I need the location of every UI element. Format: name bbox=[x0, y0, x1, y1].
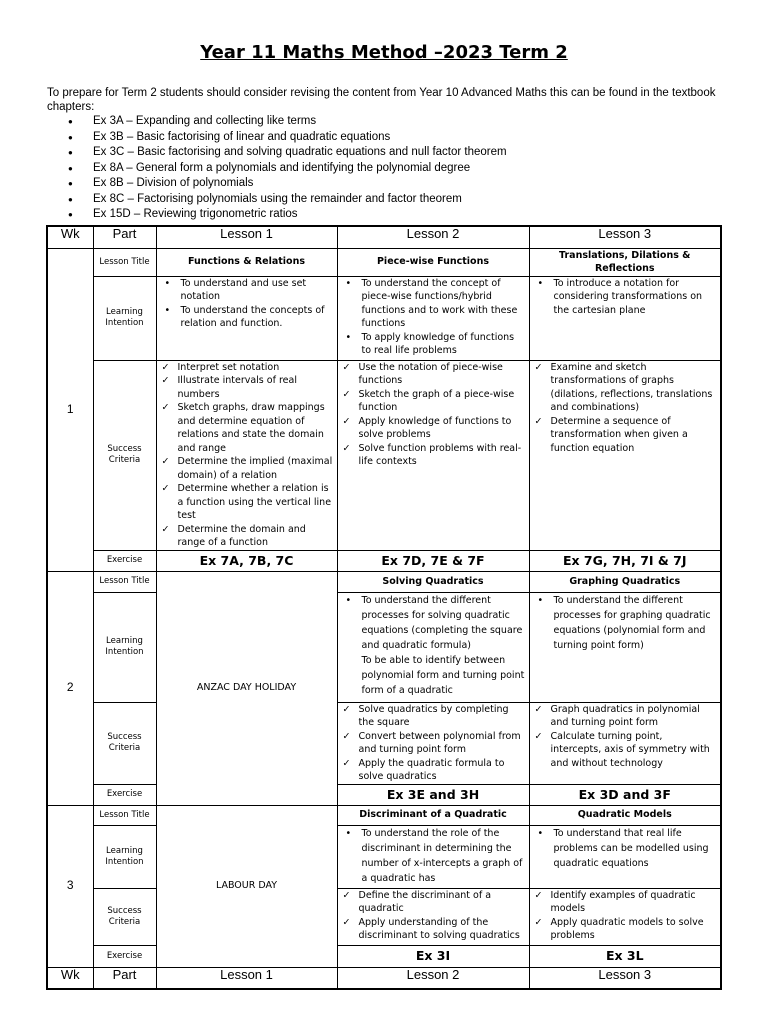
lesson-title: Solving Quadratics bbox=[337, 571, 529, 592]
header-lesson-1: Lesson 1 bbox=[156, 226, 337, 248]
list-item: • To understand the different processes for solving quadratic equations (completing the square and quadratic formula) bbox=[342, 593, 525, 653]
table-row bbox=[47, 360, 721, 550]
part-learning-intention: Learning Intention bbox=[93, 592, 156, 702]
learning-intention-cell bbox=[337, 825, 529, 888]
intro-paragraph: To prepare for Term 2 students should consider revising the content from Year 10 Advanced Maths this can be found in the textbook chapters: bbox=[47, 87, 716, 113]
table-row bbox=[47, 805, 721, 825]
list-item: ● Ex 15D – Reviewing trigonometric ratios bbox=[68, 207, 507, 223]
list-item: ● Ex 8C – Factorising polynomials using the remainder and factor theorem bbox=[68, 192, 507, 208]
list-item: ✓ Use the notation of piece-wise functions bbox=[342, 361, 525, 388]
list-item: • To introduce a notation for considering transformations on the cartesian plane bbox=[534, 277, 717, 318]
week-number: 3 bbox=[47, 805, 93, 967]
list-item: ✓ Apply knowledge of functions to solve problems bbox=[342, 415, 525, 442]
table-row bbox=[47, 276, 721, 360]
week-number: 2 bbox=[47, 571, 93, 805]
learning-intention-cell bbox=[529, 825, 721, 888]
list-item: ✓ Calculate turning point, intercepts, axis of symmetry with and without technology bbox=[534, 730, 717, 771]
holiday-cell: ANZAC DAY HOLIDAY bbox=[156, 571, 337, 805]
part-lesson-title: Lesson Title bbox=[93, 805, 156, 825]
table-row bbox=[47, 888, 721, 945]
page-title: Year 11 Maths Method –2023 Term 2 bbox=[200, 42, 568, 63]
list-item: ✓ Solve quadratics by completing the square bbox=[342, 703, 525, 730]
list-item: ✓ Define the discriminant of a quadratic bbox=[342, 889, 525, 916]
exercise-cell: Ex 7A, 7B, 7C bbox=[156, 550, 337, 571]
list-item: To be able to identify between polynomial form and turning point form of a quadratic bbox=[361, 654, 525, 696]
success-criteria-cell bbox=[337, 360, 529, 550]
list-item: ✓ Sketch graphs, draw mappings and determine equation of relations and state the domain and range bbox=[161, 401, 333, 455]
list-item: ✓ Sketch the graph of a piece-wise function bbox=[342, 388, 525, 415]
list-item: ● Ex 3C – Basic factorising and solving quadratic equations and null factor theorem bbox=[68, 145, 507, 161]
lesson-title: Graphing Quadratics bbox=[529, 571, 721, 592]
exercise-cell: Ex 7D, 7E & 7F bbox=[337, 550, 529, 571]
learning-intention-cell bbox=[529, 276, 721, 360]
footer-part: Part bbox=[93, 967, 156, 989]
learning-intention-cell bbox=[337, 276, 529, 360]
footer-wk: Wk bbox=[47, 967, 93, 989]
list-item: ✓ Determine whether a relation is a function using the vertical line test bbox=[161, 482, 333, 523]
exercise-cell: Ex 3L bbox=[529, 945, 721, 967]
lesson-title: Discriminant of a Quadratic bbox=[337, 805, 529, 825]
learning-intention-cell bbox=[337, 592, 529, 702]
week-number: 1 bbox=[47, 248, 93, 571]
list-item: • To understand the different processes for graphing quadratic equations (polynomial form and turning point form) bbox=[534, 593, 717, 653]
list-item: ✓ Apply understanding of the discriminant to solving quadratics bbox=[342, 916, 525, 943]
holiday-cell: LABOUR DAY bbox=[156, 805, 337, 967]
list-item: • To understand the concepts of relation and function. bbox=[161, 304, 333, 331]
list-item: ✓ Interpret set notation bbox=[161, 361, 333, 375]
list-item: ✓ Examine and sketch transformations of graphs (dilations, reflections, translations and combinations) bbox=[534, 361, 717, 415]
list-item: ✓ Illustrate intervals of real numbers bbox=[161, 374, 333, 401]
list-item: ✓ Determine the implied (maximal domain) of a relation bbox=[161, 455, 333, 482]
success-criteria-cell bbox=[337, 702, 529, 784]
list-item: ✓ Convert between polynomial from and turning point form bbox=[342, 730, 525, 757]
lesson-title: Translations, Dilations & Reflections bbox=[529, 248, 721, 276]
exercise-cell: Ex 3I bbox=[337, 945, 529, 967]
part-lesson-title: Lesson Title bbox=[93, 571, 156, 592]
table-row bbox=[47, 784, 721, 805]
success-criteria-cell bbox=[529, 360, 721, 550]
table-row bbox=[47, 550, 721, 571]
part-exercise: Exercise bbox=[93, 784, 156, 805]
learning-intention-cell bbox=[156, 276, 337, 360]
header-lesson-3: Lesson 3 bbox=[529, 226, 721, 248]
lesson-title: Quadratic Models bbox=[529, 805, 721, 825]
lesson-plan-table bbox=[46, 225, 722, 990]
table-footer-row bbox=[47, 967, 721, 989]
table-header-row bbox=[47, 226, 721, 248]
list-item: ● Ex 8A – General form a polynomials and identifying the polynomial degree bbox=[68, 161, 507, 177]
part-success-criteria: Success Criteria bbox=[93, 360, 156, 550]
table-row bbox=[47, 248, 721, 276]
lesson-title: Piece-wise Functions bbox=[337, 248, 529, 276]
header-lesson-2: Lesson 2 bbox=[337, 226, 529, 248]
success-criteria-cell bbox=[529, 702, 721, 784]
table-row bbox=[47, 592, 721, 702]
exercise-cell: Ex 3D and 3F bbox=[529, 784, 721, 805]
header-wk: Wk bbox=[47, 226, 93, 248]
list-item: ✓ Identify examples of quadratic models bbox=[534, 889, 717, 916]
part-exercise: Exercise bbox=[93, 550, 156, 571]
revision-list bbox=[68, 114, 507, 223]
part-exercise: Exercise bbox=[93, 945, 156, 967]
table-row bbox=[47, 571, 721, 592]
exercise-cell: Ex 7G, 7H, 7I & 7J bbox=[529, 550, 721, 571]
footer-lesson-2: Lesson 2 bbox=[337, 967, 529, 989]
list-item: ✓ Apply quadratic models to solve problems bbox=[534, 916, 717, 943]
lesson-title: Functions & Relations bbox=[156, 248, 337, 276]
success-criteria-cell bbox=[529, 888, 721, 945]
list-item: ✓ Solve function problems with real-life contexts bbox=[342, 442, 525, 469]
list-item: ● Ex 3A – Expanding and collecting like terms bbox=[68, 114, 507, 130]
header-part: Part bbox=[93, 226, 156, 248]
exercise-cell: Ex 3E and 3H bbox=[337, 784, 529, 805]
list-item: ● Ex 8B – Division of polynomials bbox=[68, 176, 507, 192]
list-item: ✓ Determine the domain and range of a function bbox=[161, 523, 333, 550]
list-item: ● Ex 3B – Basic factorising of linear and quadratic equations bbox=[68, 130, 507, 146]
part-lesson-title: Lesson Title bbox=[93, 248, 156, 276]
success-criteria-cell bbox=[337, 888, 529, 945]
learning-intention-cell bbox=[529, 592, 721, 702]
list-item: • To understand and use set notation bbox=[161, 277, 333, 304]
list-item: ✓ Determine a sequence of transformation when given a function equation bbox=[534, 415, 717, 456]
list-item: • To understand the role of the discriminant in determining the number of x-intercepts a graph of a quadratic has bbox=[342, 826, 525, 886]
list-item: • To understand the concept of piece-wise functions/hybrid functions and to work with these functions bbox=[342, 277, 525, 331]
list-item: • To understand that real life problems can be modelled using quadratic equations bbox=[534, 826, 717, 871]
table-row bbox=[47, 945, 721, 967]
part-success-criteria: Success Criteria bbox=[93, 888, 156, 945]
part-success-criteria: Success Criteria bbox=[93, 702, 156, 784]
table-row bbox=[47, 825, 721, 888]
table-row bbox=[47, 702, 721, 784]
list-item: • To apply knowledge of functions to real life problems bbox=[342, 331, 525, 358]
list-item: ✓ Graph quadratics in polynomial and turning point form bbox=[534, 703, 717, 730]
part-learning-intention: Learning Intention bbox=[93, 825, 156, 888]
success-criteria-cell bbox=[156, 360, 337, 550]
footer-lesson-1: Lesson 1 bbox=[156, 967, 337, 989]
footer-lesson-3: Lesson 3 bbox=[529, 967, 721, 989]
part-learning-intention: Learning Intention bbox=[93, 276, 156, 360]
list-item: ✓ Apply the quadratic formula to solve quadratics bbox=[342, 757, 525, 784]
